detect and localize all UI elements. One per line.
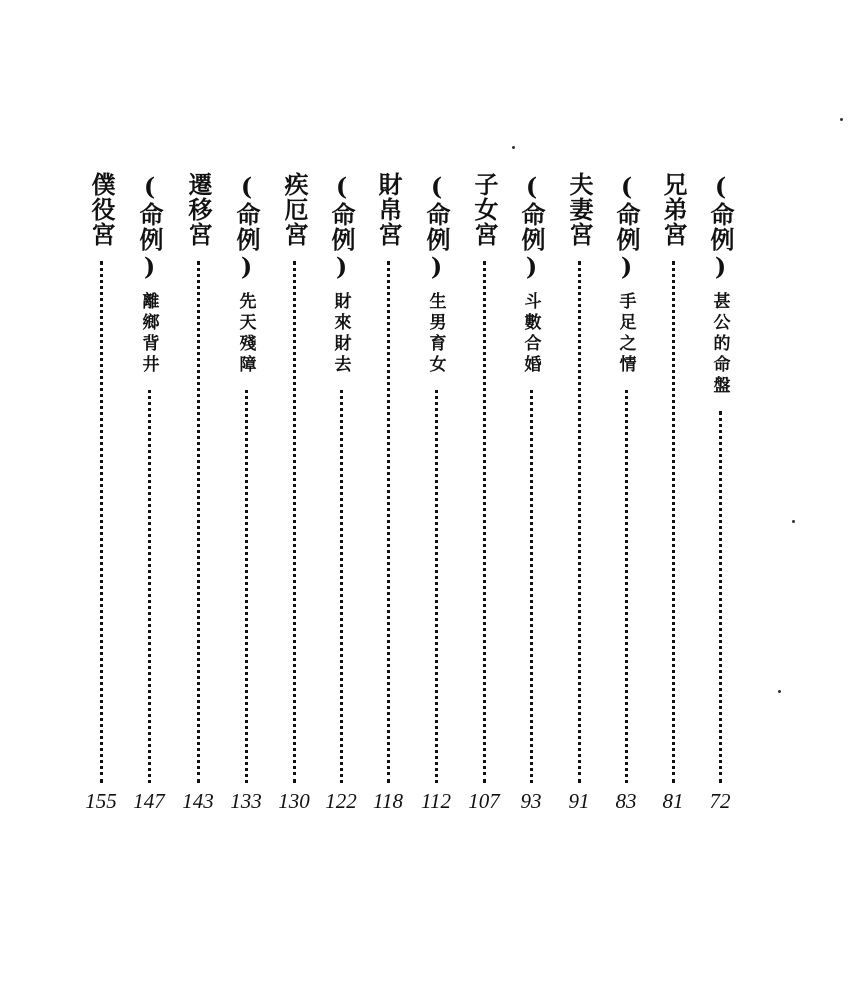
entry-subtitle: 手足之情: [615, 292, 636, 376]
entry-subtitle: 財來財去: [330, 292, 351, 376]
page-number: 155: [85, 789, 117, 813]
scan-speck: [792, 520, 795, 523]
toc-entry-palace: [79, 170, 123, 815]
dot-leader: [719, 411, 722, 783]
dot-leader: [293, 261, 296, 783]
page-number: 147: [133, 789, 165, 813]
dot-leader: [100, 261, 103, 783]
toc-entry-palace: [176, 170, 220, 815]
entry-heading: (命例): [517, 172, 546, 282]
scan-speck: [778, 690, 781, 693]
page-number: 118: [373, 789, 403, 813]
page-number: 72: [709, 789, 731, 813]
dot-leader: [387, 261, 390, 783]
dot-leader: [530, 390, 533, 783]
toc-entry-case-sub: [698, 170, 742, 815]
entry-heading: (命例): [232, 172, 261, 282]
entry-subtitle: 生男育女: [425, 292, 446, 376]
toc-entry-case-sub: [509, 170, 553, 815]
dot-leader: [245, 390, 248, 783]
dot-leader: [578, 261, 581, 783]
toc-entry-case-sub: [127, 170, 171, 815]
entry-heading: (命例): [327, 172, 356, 282]
page-number: 112: [421, 789, 451, 813]
toc-entry-palace: [366, 170, 410, 815]
entry-heading: 子女宮: [470, 172, 499, 247]
page-number: 93: [520, 789, 542, 813]
toc-entry-palace: [462, 170, 506, 815]
scan-speck: [512, 146, 515, 149]
entry-heading: (命例): [422, 172, 451, 282]
toc-entry-palace: [651, 170, 695, 815]
scan-speck: [840, 118, 843, 121]
dot-leader: [625, 390, 628, 783]
dot-leader: [197, 261, 200, 783]
entry-subtitle: 斗數合婚: [520, 292, 541, 376]
dot-leader: [435, 390, 438, 783]
entry-subtitle: 先天殘障: [235, 292, 256, 376]
dot-leader: [340, 390, 343, 783]
page-number: 133: [230, 789, 262, 813]
toc-entry-case-sub: [414, 170, 458, 815]
entry-subtitle: 離鄉背井: [138, 292, 159, 376]
dot-leader: [672, 261, 675, 783]
entry-heading: 遷移宮: [184, 172, 213, 247]
entry-heading: (命例): [706, 172, 735, 282]
dot-leader: [483, 261, 486, 783]
toc-entry-case-sub: [224, 170, 268, 815]
toc-entry-palace: [272, 170, 316, 815]
entry-heading: 疾厄宮: [280, 172, 309, 247]
page-number: 83: [615, 789, 637, 813]
toc-entry-case-sub: [604, 170, 648, 815]
entry-subtitle: 甚公的命盤: [709, 292, 730, 397]
toc-entry-palace: [557, 170, 601, 815]
page-number: 143: [182, 789, 214, 813]
dot-leader: [148, 390, 151, 783]
page-number: 81: [662, 789, 684, 813]
page-number: 122: [325, 789, 357, 813]
page-number: 91: [568, 789, 590, 813]
entry-heading: (命例): [135, 172, 164, 282]
entry-heading: (命例): [612, 172, 641, 282]
entry-heading: 兄弟宮: [659, 172, 688, 247]
entry-heading: 夫妻宮: [565, 172, 594, 247]
toc-entry-case-sub: [319, 170, 363, 815]
entry-heading: 財帛宮: [374, 172, 403, 247]
entry-heading: 僕役宮: [87, 172, 116, 247]
page-number: 107: [468, 789, 500, 813]
page-number: 130: [278, 789, 310, 813]
